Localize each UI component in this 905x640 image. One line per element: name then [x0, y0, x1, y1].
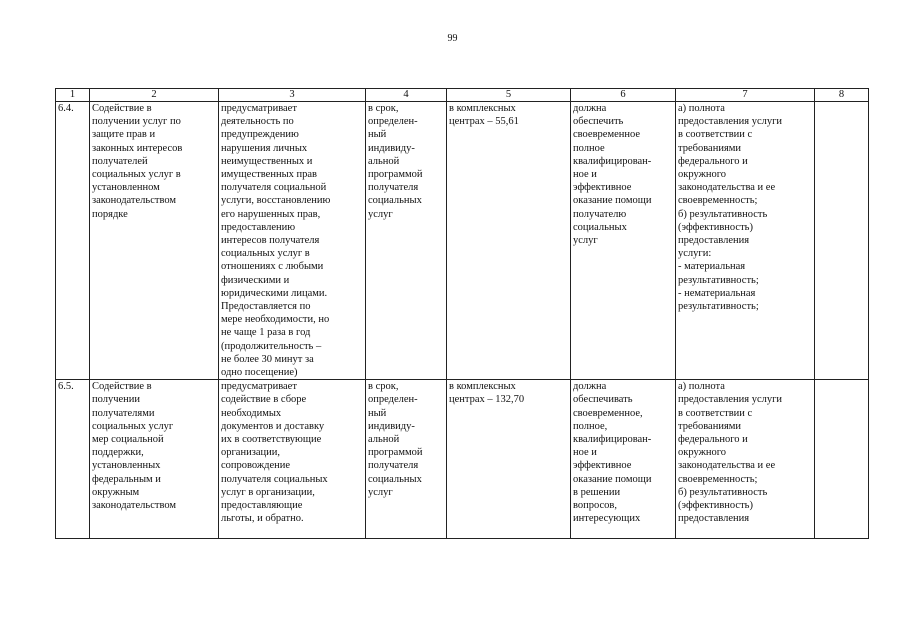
cell-text-line: в срок,	[368, 381, 399, 393]
cell-text-line: федерального и	[678, 434, 748, 446]
cell-text-line: требованиями	[678, 142, 742, 154]
cell-text-line: определен-	[368, 394, 418, 406]
service-name-cell	[90, 380, 219, 539]
cell-text-line: в комплексных	[449, 381, 516, 393]
cell-text-line: а) полнота	[678, 381, 725, 393]
cell-text-line: установленных	[92, 460, 161, 472]
cell-text-line: результативность;	[678, 274, 759, 286]
cell-text-line: необходимых	[221, 407, 282, 419]
cell-text-line: индивиду-	[368, 420, 415, 432]
cell-text-line: в соответствии с	[678, 129, 753, 141]
cell-text-line: ное и	[573, 169, 597, 181]
cell-text-line: - материальная	[678, 261, 746, 273]
cell-text-line: содействие в сборе	[221, 394, 307, 406]
cell-text-line: альной	[368, 155, 400, 167]
cell-text-line: их в соответствующие	[221, 434, 322, 446]
cell-text-line: имущественных прав	[221, 169, 317, 181]
cell-text-line: нарушения личных	[221, 142, 308, 154]
cell-text-line: результативность;	[678, 301, 759, 313]
cell-text-line: требованиями	[678, 420, 742, 432]
cell-text-line: вопросов,	[573, 500, 618, 512]
service-description-cell	[219, 380, 366, 539]
cell-text-line: оказание помощи	[573, 473, 652, 485]
cell-text-line: неимущественных и	[221, 155, 313, 167]
cell-text-line: отношениях с любыми	[221, 261, 324, 273]
cell-text-line: центрах – 132,70	[449, 394, 525, 406]
cell-text-line: альной	[368, 434, 400, 446]
cell-text-line: услуг	[573, 235, 598, 247]
service-name-cell	[90, 102, 219, 380]
cell-text-line: законодательства и ее	[678, 182, 776, 194]
cell-text-line: должна	[573, 103, 607, 114]
cell-text-line: полное,	[573, 420, 608, 432]
service-tariff-cell	[447, 102, 571, 380]
cell-text-line: льготы, и обратно.	[221, 513, 304, 525]
service-description-cell	[219, 102, 366, 380]
cell-text-line: предоставлению	[221, 221, 296, 233]
cell-text-line: - нематериальная	[678, 287, 756, 299]
cell-text-line: в комплексных	[449, 103, 516, 114]
cell-text-line: Содействие в	[92, 103, 152, 114]
cell-text-line: программой	[368, 447, 423, 459]
cell-text-line: социальных услуг	[92, 420, 174, 432]
cell-text-line: социальных услуг в	[92, 169, 181, 181]
cell-text-line: получателя социальных	[221, 473, 328, 485]
cell-text-line: своевременность;	[678, 195, 758, 207]
column-header-row	[56, 89, 869, 102]
cell-text-line: юридическими лицами.	[221, 287, 328, 299]
cell-text-line: его нарушенных прав,	[221, 208, 321, 220]
cell-text-line: предоставления	[678, 513, 750, 525]
row-number-cell	[56, 102, 90, 380]
service-quality-cell	[571, 380, 676, 539]
cell-text-line: интересующих	[573, 513, 641, 525]
column-header: 3	[219, 89, 366, 102]
cell-text-line: получателя социальной	[221, 182, 327, 194]
cell-text-line: получении	[92, 394, 141, 406]
table-row	[56, 102, 869, 380]
cell-text-line: получателями	[92, 407, 155, 419]
cell-text-line: деятельность по	[221, 116, 294, 128]
cell-text-line: законных интересов	[92, 142, 183, 154]
cell-text-line: предоставления услуги	[678, 394, 783, 406]
cell-text-line: получателя	[368, 182, 419, 194]
services-table	[55, 88, 869, 539]
cell-text-line: ное и	[573, 447, 597, 459]
cell-text-line: услуг	[368, 486, 393, 498]
cell-text-line: социальных	[573, 221, 627, 233]
row-number-cell	[56, 380, 90, 539]
cell-text-line: федерального и	[678, 155, 748, 167]
cell-text-line: одно посещение)	[221, 367, 298, 379]
cell-text-line: в соответствии с	[678, 407, 753, 419]
column-header: 7	[676, 89, 815, 102]
column-header: 5	[447, 89, 571, 102]
cell-text-line: социальных услуг в	[221, 248, 310, 260]
service-quality-cell	[571, 102, 676, 380]
cell-text-line: мере необходимости, но	[221, 314, 330, 326]
cell-text-line: своевременное,	[573, 407, 643, 419]
cell-text-line: социальных	[368, 195, 422, 207]
cell-text-line: (эффективность)	[678, 500, 753, 512]
cell-text-line: должна	[573, 381, 607, 393]
cell-text-line: получателю	[573, 208, 627, 220]
column-header: 8	[815, 89, 869, 102]
cell-text-line: определен-	[368, 116, 418, 128]
cell-text-line: окружным	[92, 486, 140, 498]
cell-text-line: услуг в организации,	[221, 486, 315, 498]
cell-text-line: ный	[368, 129, 387, 141]
extra-cell	[815, 102, 869, 380]
row-number: 6.5.	[58, 381, 74, 393]
cell-text-line: своевременное	[573, 129, 641, 141]
cell-text-line: предоставления	[678, 235, 750, 247]
cell-text-line: предусматривает	[221, 103, 297, 114]
cell-text-line: не более 30 минут за	[221, 353, 314, 365]
cell-text-line: ный	[368, 407, 387, 419]
cell-text-line: полное	[573, 142, 605, 154]
cell-text-line: Содействие в	[92, 381, 152, 393]
cell-text-line: порядке	[92, 208, 128, 220]
cell-text-line: защите прав и	[92, 129, 156, 141]
cell-text-line: получателей	[92, 155, 148, 167]
table-row	[56, 380, 869, 539]
evaluation-criteria-cell	[676, 380, 815, 539]
column-header: 4	[366, 89, 447, 102]
cell-text-line: получении услуг по	[92, 116, 181, 128]
cell-text-line: мер социальной	[92, 434, 164, 446]
cell-text-line: законодательством	[92, 195, 177, 207]
cell-text-line: законодательством	[92, 500, 177, 512]
cell-text-line: сопровождение	[221, 460, 291, 472]
cell-text-line: центрах – 55,61	[449, 116, 519, 128]
cell-text-line: обеспечивать	[573, 394, 633, 406]
column-header: 2	[90, 89, 219, 102]
evaluation-criteria-cell	[676, 102, 815, 380]
extra-cell	[815, 380, 869, 539]
cell-text-line: федеральным и	[92, 473, 161, 485]
cell-text-line: в срок,	[368, 103, 399, 114]
cell-text-line: (эффективность)	[678, 221, 753, 233]
cell-text-line: оказание помощи	[573, 195, 652, 207]
service-tariff-cell	[447, 380, 571, 539]
cell-text-line: предоставляющие	[221, 500, 303, 512]
cell-text-line: законодательства и ее	[678, 460, 776, 472]
cell-text-line: организации,	[221, 447, 280, 459]
cell-text-line: окружного	[678, 169, 726, 181]
cell-text-line: своевременность;	[678, 473, 758, 485]
column-header: 6	[571, 89, 676, 102]
cell-text-line: в решении	[573, 486, 621, 498]
cell-text-line: интересов получателя	[221, 235, 320, 247]
cell-text-line: б) результативность	[678, 486, 768, 498]
row-number: 6.4.	[58, 103, 74, 114]
service-term-cell	[366, 102, 447, 380]
cell-text-line: социальных	[368, 473, 422, 485]
cell-text-line: (продолжительность –	[221, 340, 322, 352]
cell-text-line: Предоставляется по	[221, 301, 311, 313]
cell-text-line: документов и доставку	[221, 420, 325, 432]
cell-text-line: эффективное	[573, 182, 632, 194]
cell-text-line: а) полнота	[678, 103, 725, 114]
cell-text-line: обеспечить	[573, 116, 624, 128]
cell-text-line: получателя	[368, 460, 419, 472]
cell-text-line: услуг	[368, 208, 393, 220]
cell-text-line: окружного	[678, 447, 726, 459]
cell-text-line: услуги:	[678, 248, 712, 260]
cell-text-line: б) результативность	[678, 208, 768, 220]
cell-text-line: установленном	[92, 182, 160, 194]
cell-text-line: эффективное	[573, 460, 632, 472]
cell-text-line: индивиду-	[368, 142, 415, 154]
cell-text-line: предусматривает	[221, 381, 297, 393]
cell-text-line: не чаще 1 раза в год	[221, 327, 311, 339]
column-header: 1	[56, 89, 90, 102]
cell-text-line: поддержки,	[92, 447, 144, 459]
cell-text-line: программой	[368, 169, 423, 181]
service-term-cell	[366, 380, 447, 539]
page-number: 99	[447, 33, 458, 44]
cell-text-line: физическими и	[221, 274, 290, 286]
cell-text-line: квалифицирован-	[573, 434, 652, 446]
cell-text-line: квалифицирован-	[573, 155, 652, 167]
cell-text-line: предоставления услуги	[678, 116, 783, 128]
cell-text-line: предупреждению	[221, 129, 299, 141]
cell-text-line: услуги, восстановлению	[221, 195, 331, 207]
